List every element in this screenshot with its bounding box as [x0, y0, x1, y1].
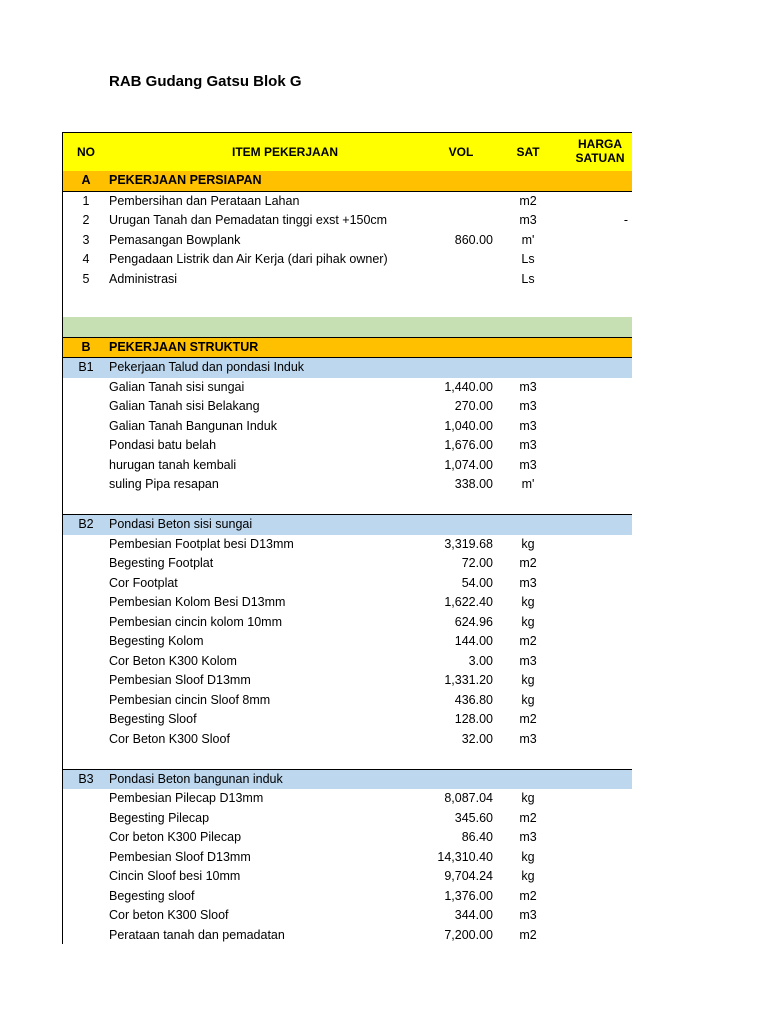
cell-no: 4 [82, 252, 90, 266]
cell-vol: 1,331.20 [444, 673, 493, 687]
cell-item: Begesting Pilecap [109, 810, 210, 825]
table-row [63, 652, 632, 672]
section-b-label: PEKERJAAN STRUKTUR [109, 339, 259, 354]
table-row [63, 250, 632, 270]
section-a-label: PEKERJAAN PERSIAPAN [109, 173, 262, 187]
table-row [63, 730, 632, 750]
table-row [63, 809, 632, 829]
cell-vol: 72.00 [461, 556, 493, 570]
cell-sat: m3 [519, 830, 537, 844]
subsection-b3-code: B3 [78, 771, 94, 786]
cell-item: Begesting Sloof [109, 712, 197, 726]
cell-vol: 7,200.00 [444, 927, 493, 942]
cell-vol: 624.96 [454, 614, 493, 629]
section-a-rows [63, 192, 632, 290]
cell-sat: m3 [519, 457, 537, 472]
header-harga: HARGA SATUAN [575, 137, 625, 165]
cell-sat: m2 [519, 888, 537, 903]
cell-sat: kg [521, 692, 535, 707]
table-row [63, 378, 632, 398]
header-sat: SAT [516, 145, 540, 159]
cell-vol: 1,676.00 [444, 438, 493, 452]
table-row [63, 574, 632, 594]
cell-sat: kg [521, 673, 535, 687]
cell-sat: Ls [521, 252, 535, 266]
table-row [63, 270, 632, 290]
cell-item: Begesting Kolom [109, 634, 204, 648]
cell-sat: m3 [519, 438, 537, 452]
section-a-row [63, 171, 632, 192]
cell-sat: m2 [519, 556, 537, 570]
b1-rows [63, 378, 632, 495]
cell-vol: 144.00 [454, 634, 493, 648]
cell-no: 5 [82, 271, 90, 286]
subsection-b1-code: B1 [78, 360, 94, 374]
cell-vol: 270.00 [454, 399, 493, 413]
cell-vol: 1,622.40 [444, 595, 493, 609]
cell-sat: m' [521, 232, 535, 247]
table-row [63, 554, 632, 574]
table-row [63, 789, 632, 809]
cell-no: 3 [82, 232, 90, 247]
cell-vol: 3.00 [468, 653, 493, 668]
cell-item: Pembersihan dan Perataan Lahan [109, 193, 300, 208]
cell-vol: 32.00 [461, 731, 493, 746]
cell-sat: kg [521, 536, 535, 551]
cell-sat: m2 [519, 634, 537, 648]
cell-sat: m3 [519, 399, 537, 413]
cell-item: hurugan tanah kembali [109, 457, 237, 472]
table-row [63, 192, 632, 212]
header-item: ITEM PEKERJAAN [231, 145, 338, 159]
table-row [63, 710, 632, 730]
cell-item: Cor beton K300 Sloof [109, 908, 229, 922]
table-row [63, 397, 632, 417]
cell-sat: m2 [519, 810, 537, 825]
cell-item: Pengadaan Listrik dan Air Kerja (dari pihak owner) [109, 252, 388, 266]
cell-sat: m3 [519, 653, 537, 668]
table-row [63, 231, 632, 251]
cell-sat: kg [521, 849, 535, 864]
header-vol: VOL [448, 145, 474, 159]
header-no: NO [77, 145, 95, 159]
spacer [63, 289, 632, 317]
document-title: RAB Gudang Gatsu Blok G [109, 73, 302, 90]
cell-no: 2 [82, 213, 90, 227]
cell-vol: 14,310.40 [437, 849, 493, 864]
cell-vol: 1,376.00 [444, 888, 493, 903]
table-row [63, 475, 632, 495]
cell-item: Pemasangan Bowplank [109, 232, 241, 247]
table-row [63, 436, 632, 456]
cell-sat: m2 [519, 193, 537, 208]
cell-item: Urugan Tanah dan Pemadatan tinggi exst +150cm [109, 213, 388, 227]
subsection-b3-label: Pondasi Beton bangunan induk [109, 771, 283, 786]
cell-sat: m3 [519, 575, 537, 590]
cell-item: Pembesian Sloof D13mm [109, 849, 251, 864]
separator-band [63, 317, 632, 337]
section-b-row [63, 337, 632, 359]
cell-vol: 54.00 [461, 575, 493, 590]
cell-vol: 860.00 [454, 232, 493, 247]
cell-vol: 9,704.24 [444, 869, 493, 883]
cell-vol: 8,087.04 [444, 791, 493, 805]
table-row [63, 691, 632, 711]
cell-sat: m2 [519, 927, 537, 942]
table-row [63, 926, 632, 946]
table-row [63, 867, 632, 887]
cell-item: Pembesian cincin Sloof 8mm [109, 692, 271, 707]
cell-sat: kg [521, 791, 535, 805]
cell-vol: 128.00 [454, 712, 493, 726]
cell-item: Cor beton K300 Pilecap [109, 830, 242, 844]
cell-item: Cor Beton K300 Sloof [109, 731, 230, 746]
cell-sat: kg [521, 595, 535, 609]
cell-item: Pembesian Sloof D13mm [109, 673, 251, 687]
table-row [63, 632, 632, 652]
table-row [63, 613, 632, 633]
cell-sat: kg [521, 869, 535, 883]
cell-item: Pembesian cincin kolom 10mm [109, 614, 282, 629]
cell-sat: m2 [519, 712, 537, 726]
subsection-b1-row [63, 358, 632, 378]
b3-rows [63, 789, 632, 945]
cell-item: Pondasi batu belah [109, 438, 217, 452]
cell-sat: m3 [519, 418, 537, 433]
subsection-b2-code: B2 [78, 517, 94, 531]
cell-vol: 345.60 [454, 810, 493, 825]
section-b-code: B [81, 339, 91, 354]
cell-sat: kg [521, 614, 535, 629]
cell-sat: Ls [521, 271, 535, 286]
section-a-code: A [81, 173, 91, 187]
subsection-b1-label: Pekerjaan Talud dan pondasi Induk [109, 360, 305, 374]
cell-sat: m3 [519, 379, 537, 394]
cell-sat: m3 [519, 908, 537, 922]
subsection-b3-row [63, 769, 632, 790]
cell-vol: 3,319.68 [444, 536, 493, 551]
cell-item: Perataan tanah dan pemadatan [109, 927, 285, 942]
table-row [63, 535, 632, 555]
cell-vol: 344.00 [454, 908, 493, 922]
table-row [63, 456, 632, 476]
cell-sat: m3 [519, 731, 537, 746]
cell-item: Pembesian Footplat besi D13mm [109, 536, 294, 551]
subsection-b2-row [63, 514, 632, 535]
cell-item: Cincin Sloof besi 10mm [109, 869, 241, 883]
cell-item: Galian Tanah sisi Belakang [109, 399, 260, 413]
table-header-row [63, 132, 632, 171]
table-row [63, 848, 632, 868]
cell-item: Begesting sloof [109, 888, 195, 903]
cell-sat: m3 [519, 213, 537, 227]
table-row [63, 211, 632, 231]
rab-table [63, 132, 632, 945]
subsection-b2-label: Pondasi Beton sisi sungai [109, 517, 253, 531]
cell-item: Pembesian Kolom Besi D13mm [109, 595, 286, 609]
cell-vol: 86.40 [461, 830, 493, 844]
spacer [63, 749, 632, 769]
cell-vol: 1,074.00 [444, 457, 493, 472]
b2-rows [63, 535, 632, 750]
spacer [63, 495, 632, 515]
cell-vol: 1,440.00 [444, 379, 493, 394]
table-row [63, 906, 632, 926]
table-row [63, 417, 632, 437]
table-row [63, 887, 632, 907]
cell-vol: 338.00 [454, 477, 493, 491]
cell-vol: 436.80 [454, 692, 493, 707]
cell-item: Begesting Footplat [109, 556, 214, 570]
cell-item: suling Pipa resapan [109, 477, 219, 491]
cell-vol: 1,040.00 [444, 418, 493, 433]
cell-item: Galian Tanah Bangunan Induk [109, 418, 277, 433]
cell-harga: - [623, 213, 628, 227]
table-row [63, 671, 632, 691]
cell-item: Galian Tanah sisi sungai [109, 379, 245, 394]
cell-no: 1 [82, 193, 90, 208]
cell-item: Pembesian Pilecap D13mm [109, 791, 264, 805]
cell-sat: m' [521, 477, 535, 491]
cell-item: Administrasi [109, 271, 178, 286]
table-row [63, 593, 632, 613]
cell-item: Cor Beton K300 Kolom [109, 653, 237, 668]
table-row [63, 828, 632, 848]
cell-item: Cor Footplat [109, 575, 178, 590]
